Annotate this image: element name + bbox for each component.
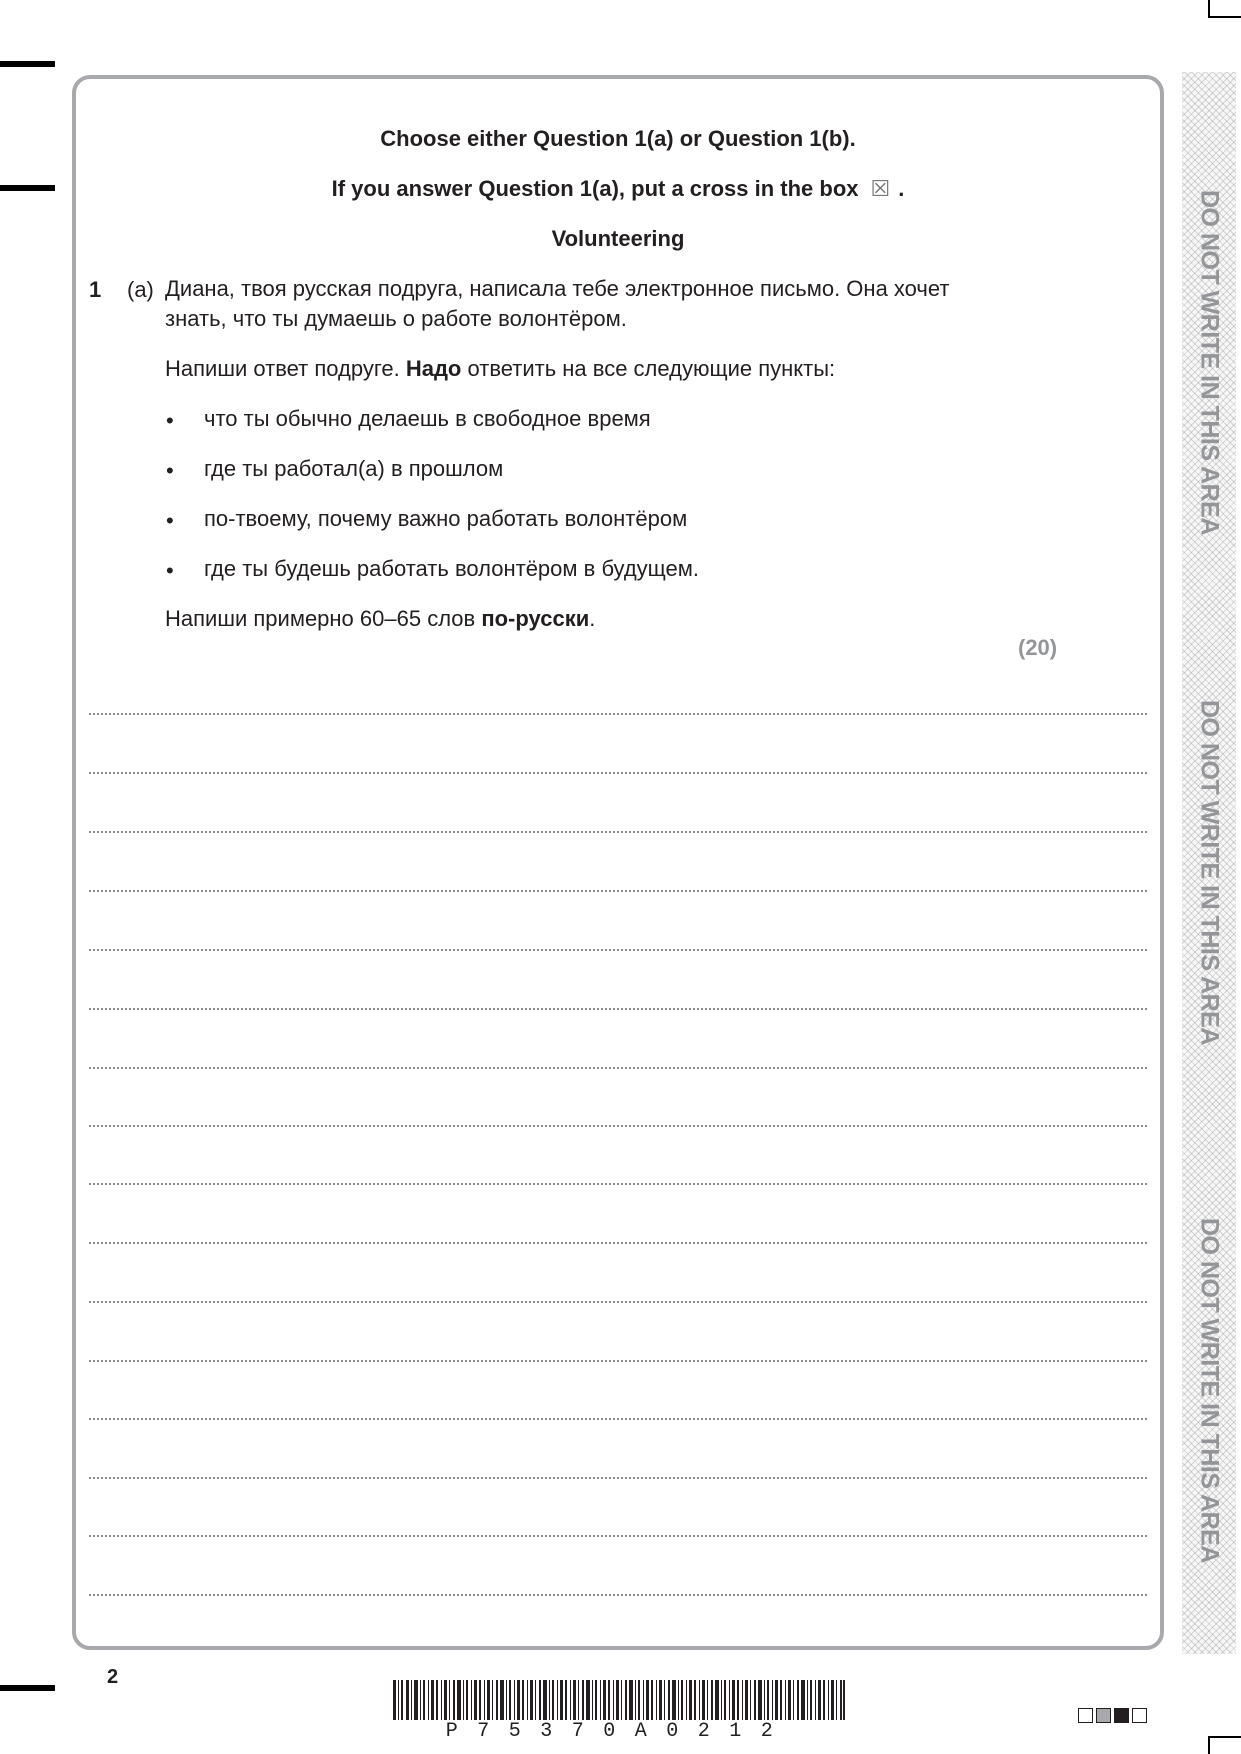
reply-instruction-pre: Напиши ответ подруге. xyxy=(165,356,406,381)
page-number: 2 xyxy=(107,1666,119,1688)
reply-instruction xyxy=(165,354,835,384)
word-count-bold: по-русски xyxy=(481,606,590,631)
question-number: 1 xyxy=(89,277,102,302)
answer-line[interactable] xyxy=(89,1535,1147,1537)
word-count-instruction xyxy=(165,604,595,634)
bullet-item: где ты будешь работать волонтёром в будущем. xyxy=(204,556,699,581)
topic-title: Volunteering xyxy=(551,226,685,251)
color-square-white-2 xyxy=(1132,1708,1147,1723)
answer-line[interactable] xyxy=(89,831,1147,833)
answer-line[interactable] xyxy=(89,772,1147,774)
cross-box-icon[interactable]: ☒ xyxy=(870,176,891,201)
do-not-write-strip xyxy=(1182,72,1236,1654)
cross-instruction-end: . xyxy=(898,176,905,201)
word-count-pre: Напиши примерно 60–65 слов xyxy=(165,606,482,631)
answer-line[interactable] xyxy=(89,949,1147,951)
prompt-line-2: знать, что ты думаешь о работе волонтёром. xyxy=(165,306,627,331)
color-square-white xyxy=(1078,1708,1093,1723)
marks-available: (20) xyxy=(1018,635,1058,660)
barcode-number: P75370A0212 xyxy=(445,1720,793,1743)
bullet-item: по-твоему, почему важно работать волонтёром xyxy=(204,506,688,531)
registration-mark-top-left xyxy=(0,61,55,67)
registration-mark-bottom-left xyxy=(0,1685,55,1691)
bullet-marker: • xyxy=(166,558,174,583)
bullet-marker: • xyxy=(166,408,174,433)
crop-mark-bottom-right-h xyxy=(1210,1736,1241,1738)
cross-instruction-text: If you answer Question 1(a), put a cross in the box xyxy=(331,176,859,201)
strip-label-middle: DO NOT WRITE IN THIS AREA xyxy=(1195,700,1224,1045)
bullet-item: где ты работал(а) в прошлом xyxy=(204,456,504,481)
answer-line[interactable] xyxy=(89,890,1147,892)
answer-line[interactable] xyxy=(89,1125,1147,1127)
reply-instruction-post: ответить на все следующие пункты: xyxy=(461,356,836,381)
answer-line[interactable] xyxy=(89,1418,1147,1420)
word-count-post: . xyxy=(589,606,596,631)
answer-line[interactable] xyxy=(89,1477,1147,1479)
answer-line[interactable] xyxy=(89,1360,1147,1362)
answer-line[interactable] xyxy=(89,1183,1147,1185)
answer-line[interactable] xyxy=(89,1594,1147,1596)
color-square-black xyxy=(1114,1708,1129,1723)
crop-mark-bottom-right-v xyxy=(1208,1736,1210,1754)
prompt-line-1: Диана, твоя русская подруга, написала тебе электронное письмо. Она хочет xyxy=(165,276,950,301)
barcode xyxy=(393,1680,845,1720)
question-part: (a) xyxy=(127,277,154,302)
answer-line[interactable] xyxy=(89,1067,1147,1069)
answer-line[interactable] xyxy=(89,713,1147,715)
bullet-marker: • xyxy=(166,508,174,533)
choose-instruction: Choose either Question 1(a) or Question 1(b). xyxy=(380,126,856,151)
registration-mark-mid-left xyxy=(0,185,55,191)
reply-instruction-bold: Надо xyxy=(405,356,462,381)
bullet-item: что ты обычно делаешь в свободное время xyxy=(204,406,651,431)
answer-line[interactable] xyxy=(89,1242,1147,1244)
bullet-marker: • xyxy=(166,458,174,483)
crop-mark-top-right-v xyxy=(1210,16,1241,18)
color-square-grey xyxy=(1096,1708,1111,1723)
answer-line[interactable] xyxy=(89,1008,1147,1010)
strip-label-bottom: DO NOT WRITE IN THIS AREA xyxy=(1195,1218,1224,1563)
answer-line[interactable] xyxy=(89,1301,1147,1303)
strip-label-top: DO NOT WRITE IN THIS AREA xyxy=(1195,190,1224,535)
cross-instruction xyxy=(72,176,1164,202)
